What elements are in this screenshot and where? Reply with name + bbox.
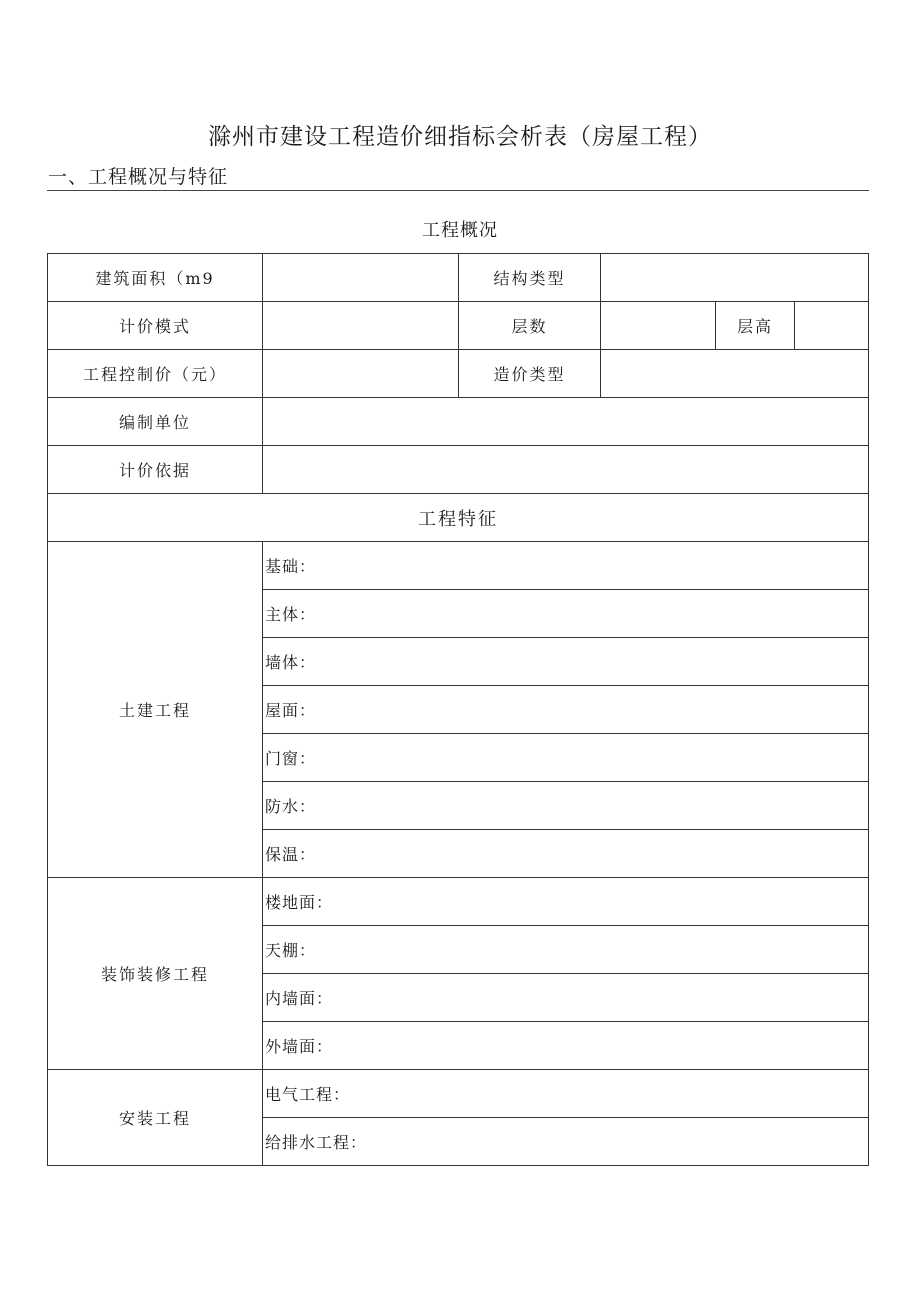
table-row bbox=[48, 494, 869, 542]
group-label-decoration: 装饰装修工程 bbox=[48, 878, 263, 1070]
floor-height-field[interactable] bbox=[795, 302, 869, 350]
floors-label: 层数 bbox=[459, 302, 601, 350]
feature-item-doors-windows[interactable]: 门窗： bbox=[263, 734, 869, 782]
feature-item-ceiling[interactable]: 天棚： bbox=[263, 926, 869, 974]
feature-item-insulation[interactable]: 保温： bbox=[263, 830, 869, 878]
features-heading: 工程特征 bbox=[48, 494, 869, 542]
group-label-civil: 土建工程 bbox=[48, 542, 263, 878]
pricing-basis-field[interactable] bbox=[263, 446, 869, 494]
overview-heading: 工程概况 bbox=[422, 220, 498, 241]
feature-item-walls[interactable]: 墙体： bbox=[263, 638, 869, 686]
compiler-field[interactable] bbox=[263, 398, 869, 446]
section-divider bbox=[47, 190, 869, 191]
page-title: 滁州市建设工程造价细指标会析表（房屋工程） bbox=[208, 124, 712, 150]
structure-type-label: 结构类型 bbox=[459, 254, 601, 302]
table-row bbox=[48, 254, 869, 302]
table-row bbox=[48, 350, 869, 398]
pricing-mode-field[interactable] bbox=[263, 302, 459, 350]
control-price-label: 工程控制价（元） bbox=[48, 350, 263, 398]
cost-type-label: 造价类型 bbox=[459, 350, 601, 398]
group-label-installation: 安装工程 bbox=[48, 1070, 263, 1166]
building-area-field[interactable] bbox=[263, 254, 459, 302]
feature-item-interior-walls[interactable]: 内墙面： bbox=[263, 974, 869, 1022]
feature-item-waterproofing[interactable]: 防水： bbox=[263, 782, 869, 830]
table-row bbox=[48, 1070, 869, 1118]
pricing-mode-label: 计价模式 bbox=[48, 302, 263, 350]
feature-item-electrical[interactable]: 电气工程： bbox=[263, 1070, 869, 1118]
floors-field[interactable] bbox=[601, 302, 716, 350]
feature-item-main-structure[interactable]: 主体： bbox=[263, 590, 869, 638]
structure-type-field[interactable] bbox=[601, 254, 869, 302]
table-row bbox=[48, 398, 869, 446]
feature-item-exterior-walls[interactable]: 外墙面： bbox=[263, 1022, 869, 1070]
floor-height-label: 层高 bbox=[716, 302, 795, 350]
table-row bbox=[48, 878, 869, 926]
building-area-label: 建筑面积（m9 bbox=[48, 254, 263, 302]
cost-index-table bbox=[47, 253, 869, 1166]
feature-item-foundation[interactable]: 基础： bbox=[263, 542, 869, 590]
table-row bbox=[48, 446, 869, 494]
pricing-basis-label: 计价依据 bbox=[48, 446, 263, 494]
feature-item-floors[interactable]: 楼地面： bbox=[263, 878, 869, 926]
feature-item-plumbing[interactable]: 给排水工程： bbox=[263, 1118, 869, 1166]
compiler-label: 编制单位 bbox=[48, 398, 263, 446]
control-price-field[interactable] bbox=[263, 350, 459, 398]
section-heading: 一、工程概况与特征 bbox=[48, 166, 229, 188]
table-row bbox=[48, 302, 869, 350]
table-row bbox=[48, 542, 869, 590]
cost-type-field[interactable] bbox=[601, 350, 869, 398]
feature-item-roof[interactable]: 屋面： bbox=[263, 686, 869, 734]
